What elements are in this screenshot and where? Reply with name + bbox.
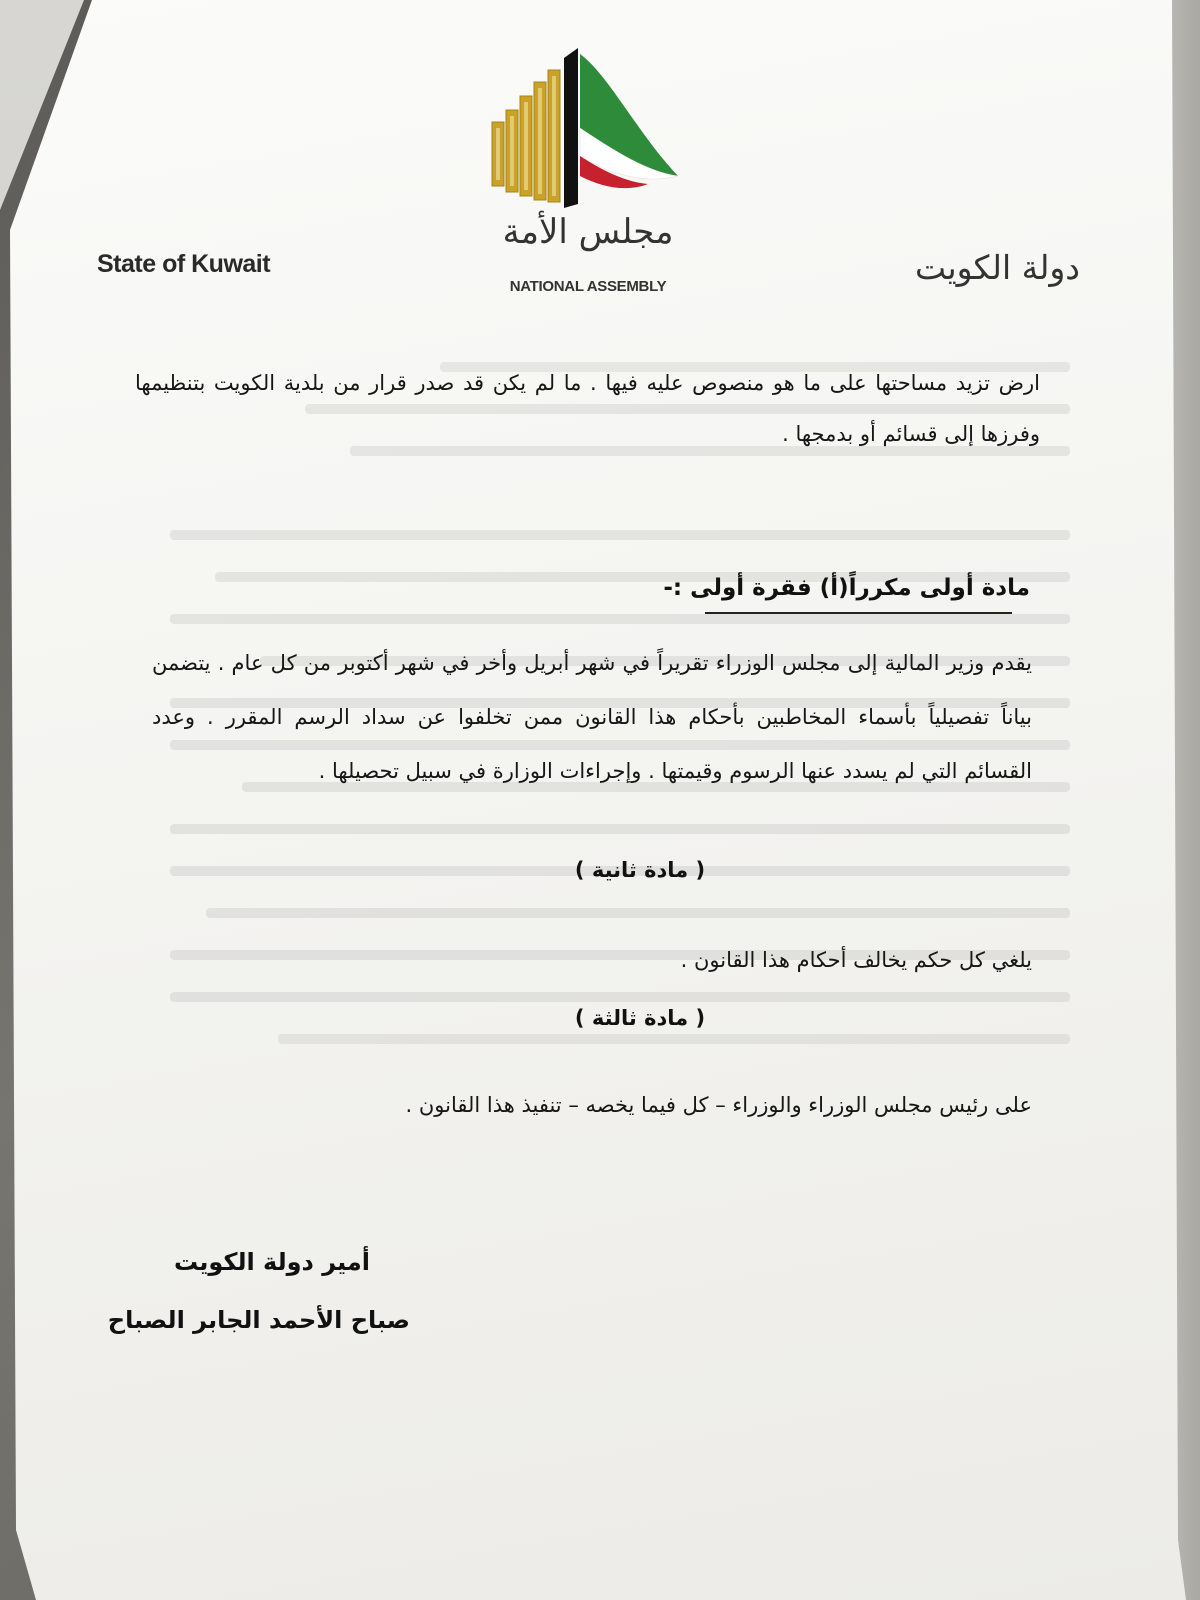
article-1-heading: مادة أولى مكرراً(أ) فقرة أولى :-	[663, 575, 1030, 601]
state-of-kuwait-english: State of Kuwait	[97, 250, 271, 278]
article-2-title: ( مادة ثانية )	[574, 858, 706, 882]
intro-paragraph: ارض تزيد مساحتها على ما هو منصوص عليه فيها . ما لم يكن قد صدر قرار من بلدية الكويت بتنظيمها وفرزها إلى قسائم أو بدمجها .	[135, 371, 1040, 446]
national-assembly-english: NATIONAL ASSEMBLY	[509, 278, 667, 295]
article-3-title: ( مادة ثالثة )	[574, 1006, 706, 1030]
article-3-body: على رئيس مجلس الوزراء والوزراء – كل فيما يخصه – تنفيذ هذا القانون .	[405, 1093, 1032, 1117]
heading-underline	[705, 612, 1012, 614]
national-assembly-logo-icon	[488, 44, 688, 214]
state-of-kuwait-arabic: دولة الكويت	[915, 248, 1080, 287]
article-1-body: يقدم وزير المالية إلى مجلس الوزراء تقريراً في شهر أبريل وأخر في شهر أكتوبر من كل عام . يتضمن بياناً تفصيلياً بأسماء المخاطبين بأحكام هذا القانون ممن تخلفوا عن سداد الرسم المقرر . وعدد القسائم التي لم يسدد عنها الرسوم وقيمتها . وإجراءات الوزارة في سبيل تحصيلها .	[152, 651, 1032, 783]
article-2-body: يلغي كل حكم يخالف أحكام هذا القانون .	[680, 948, 1032, 972]
signature-name: صباح الأحمد الجابر الصباح	[107, 1306, 410, 1334]
national-assembly-arabic: مجلس الأمة	[502, 212, 674, 252]
signature-title: أمير دولة الكويت	[174, 1248, 370, 1276]
